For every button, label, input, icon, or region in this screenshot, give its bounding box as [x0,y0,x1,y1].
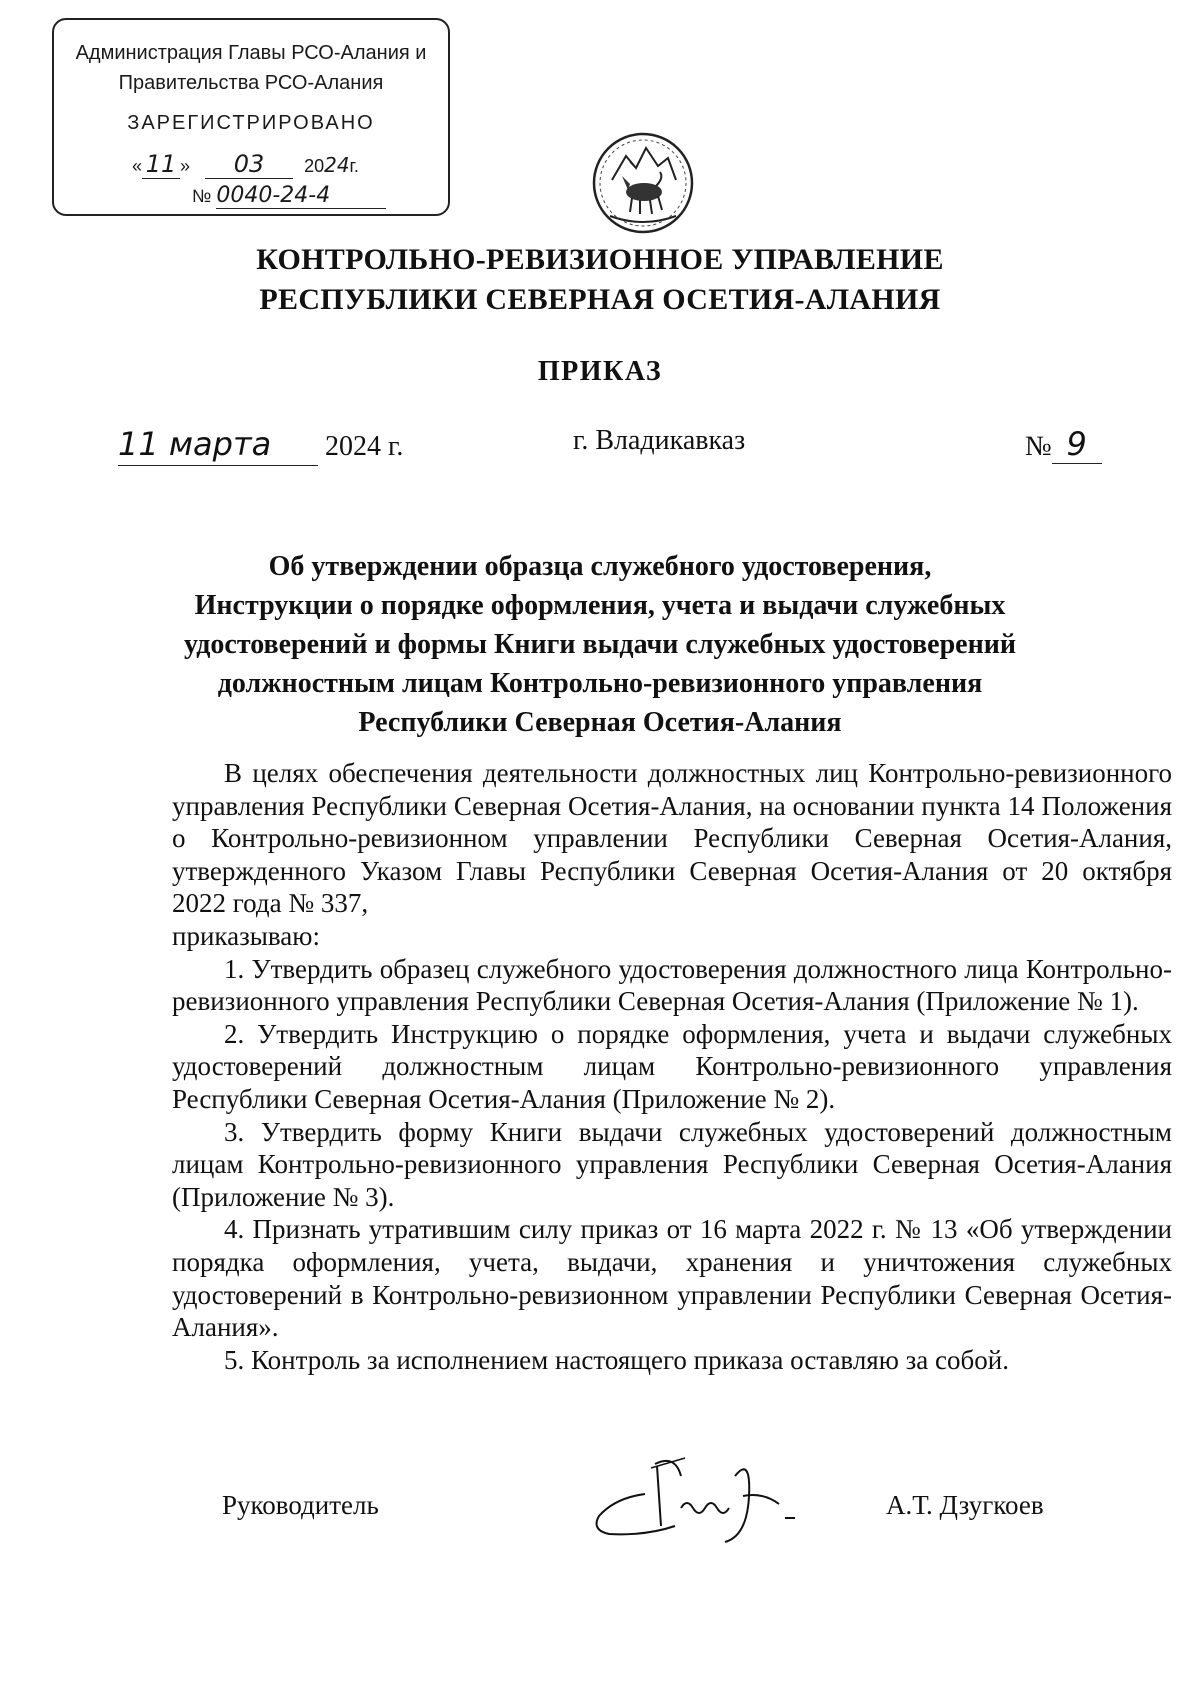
stamp-date-year: 24 [324,153,350,177]
stamp-org-line2: Правительства РСО-Алания [118,72,384,94]
stamp-number-value: 0040-24-4 [216,183,386,209]
stamp-date-day: 11 [142,150,180,179]
order-item: 5. Контроль за исполнением настоящего приказа оставляю за собой. [224,1344,1009,1375]
handwritten-signature [585,1446,825,1546]
order-number: № 9 [1025,425,1102,464]
order-word: приказываю: [172,920,320,951]
order-body [172,757,1172,1376]
stamp-status: ЗАРЕГИСТРИРОВАНО [127,112,375,134]
stamp-number: № 0040-24-4 [192,183,386,209]
order-subject: Об утверждении образца служебного удостоверения, Инструкции о порядке оформления, учета и выдачи служебных удостоверений и формы Книги выдачи служебных удостоверений должностным лицам Контрольно-ревизионного управления Республики Северная Осетия-Алания [183,551,1016,738]
org-name-line1: КОНТРОЛЬНО-РЕВИЗИОННОЕ УПРАВЛЕНИЕ [256,243,944,276]
order-item: 3. Утвердить форму Книги выдачи служебных удостоверений должностным лицам Контрольно-ревизионного управления Республики Северная Осетия-Алания (Приложение № 3). [172,1116,1172,1212]
order-item: 4. Признать утратившим силу приказ от 16 марта 2022 г. № 13 «Об утверждении порядка оформления, учета, выдачи, хранения и уничтожения служебных удостоверений в Контрольно-ревизионном управлении Республики Северная Осетия-Алания». [172,1214,1172,1343]
registration-stamp [52,18,450,216]
order-item: 2. Утвердить Инструкцию о порядке оформления, учета и выдачи служебных удостоверений должностным лицам Контрольно-ревизионного управления Республики Северная Осетия-Алания (Приложение № 2). [172,1018,1172,1114]
coat-of-arms-emblem [590,128,696,238]
stamp-date: « 11 » 03 2024г. [132,150,359,178]
order-year: 2024 г. [325,431,404,462]
signatory-name: А.Т. Дзугкоев [886,1490,1044,1520]
order-number-value: 9 [1052,425,1102,464]
stamp-org-line1: Администрация Главы РСО-Алания и [75,42,427,64]
order-date [118,425,403,466]
org-name-line2: РЕСПУБЛИКИ СЕВЕРНАЯ ОСЕТИЯ-АЛАНИЯ [259,283,941,316]
preamble: В целях обеспечения деятельности должностных лиц Контрольно-ревизионного управления Республики Северная Осетия-Алания, на основании пункта 14 Положения о Контрольно-ревизионном управлении Республики Северная Осетия-Алания, утвержденного Указом Главы Республики Северная Осетия-Алания от 20 октября 2022 года № 337, [172,758,1172,919]
signatory-position: Руководитель [222,1490,379,1520]
handwritten-date: 11 марта [118,425,318,466]
document-type: ПРИКАЗ [537,356,663,387]
order-item: 1. Утвердить образец служебного удостоверения должностного лица Контрольно-ревизионного управления Республики Северная Осетия-Алания (Приложение № 1). [172,953,1172,1017]
city: г. Владикавказ [573,425,746,456]
stamp-date-month: 03 [205,150,293,179]
